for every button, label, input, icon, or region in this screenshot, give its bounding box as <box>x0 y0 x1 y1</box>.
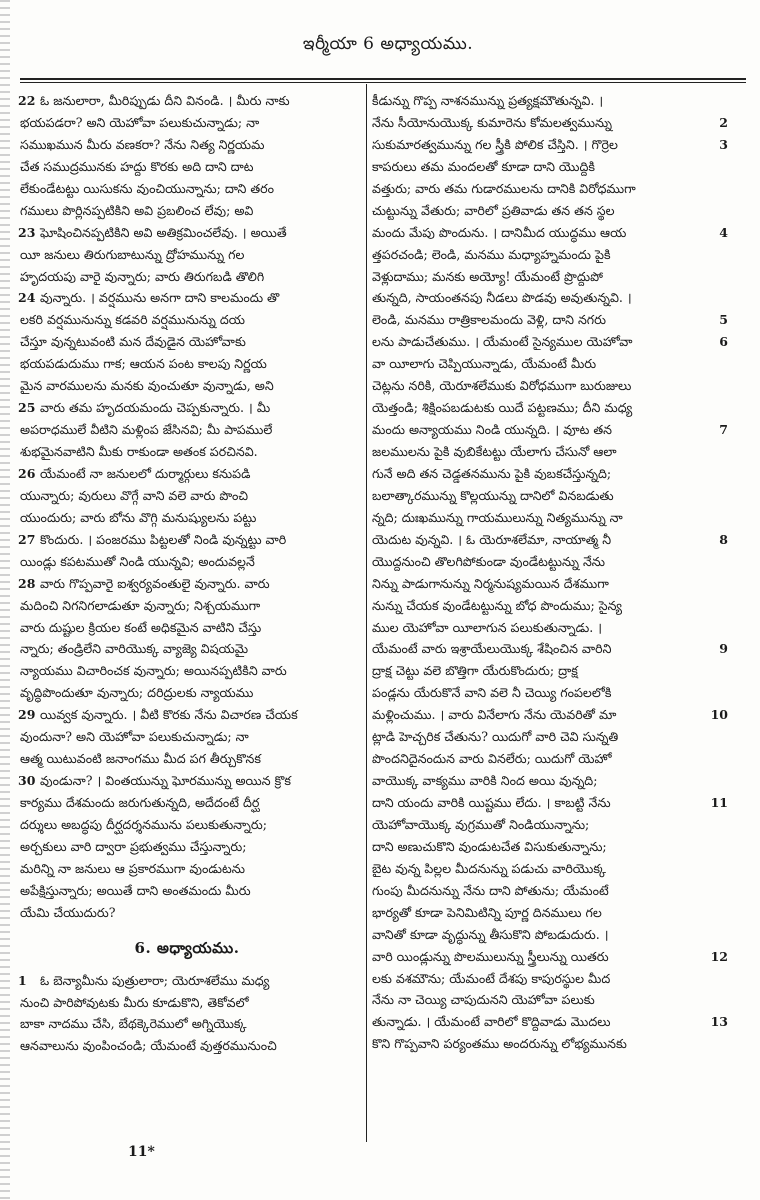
verse-text: అర్చకులు వారి ద్వారా ప్రభుత్వము చేస్తున్నారు; <box>20 838 247 854</box>
text-line <box>20 200 354 222</box>
text-line <box>372 573 698 595</box>
text-line <box>20 375 354 397</box>
text-line <box>372 419 728 441</box>
verse-text: బలాత్కారమున్ను కొల్లయున్ను దానిలో వినబడుతు <box>372 487 614 503</box>
text-line <box>372 244 698 266</box>
verse-text: వుందునా? అని యెహోవా పలుకుచున్నాడు; నా <box>20 729 249 745</box>
text-line <box>372 902 698 924</box>
verse-text: దాని అణుచుకొని వుండుటచేత విసుకుతున్నాను; <box>372 838 607 854</box>
text-line <box>372 595 698 617</box>
verse-text: గునే అది తన చెడ్డతనమును పైకి వుబకచేస్తున్నది; <box>372 465 612 481</box>
text-line <box>20 1013 354 1035</box>
text-line <box>372 529 728 551</box>
text-line <box>20 287 354 309</box>
text-line <box>20 551 354 573</box>
text-line <box>20 726 354 748</box>
verse-text: భయపడరా? అని యెహోవా పలుకుచున్నాడు; నా <box>20 114 260 130</box>
verse-number: 12 <box>710 948 728 964</box>
text-line <box>372 375 698 397</box>
verse-text: మందు మేపు పొందును. । దానిమీద యుద్ధము ఆయ <box>372 224 627 240</box>
verse-text: యుందురు; వారు బోను వొగ్గి మనుష్యులను పట్టు <box>20 509 257 525</box>
text-line <box>20 573 354 595</box>
text-line <box>20 748 354 770</box>
verse-text: భయపడుదుము గాక; ఆయన పంట కాలపు నిర్ణయ <box>20 356 267 372</box>
verse-number: 29 <box>18 707 36 723</box>
verse-text: వారి యిండ్లున్ను పొలములున్ను స్త్రీలున్ను యితరు <box>372 948 609 964</box>
text-line <box>372 638 728 660</box>
verse-text: యున్నారు; వురులు వొగ్గే వాని వలె వారు పొంచి <box>20 487 249 503</box>
text-line <box>372 266 698 288</box>
verse-number: 1 <box>18 972 27 988</box>
verse-text: లేకుండేటట్టు యిసుకను వుంచియున్నాను; దాని తరం <box>20 180 275 196</box>
verse-text: దాని యందు వారికి యిష్టము లేదు. । కాబట్టి నేను <box>372 795 611 810</box>
verse-text: ఘోషించినప్పటికిని అవి అతిక్రమించలేవు. । అయితే <box>40 224 287 240</box>
text-line <box>372 156 698 178</box>
verse-text: చేత సముద్రమునకు హద్దు కొరకు అది దాని దాట <box>20 158 254 174</box>
verse-text: అపరాధములే వీటిని మళ్లింప జేసినవి; మీ పాపములే <box>20 422 273 438</box>
verse-text: లకరి వర్షమునున్ను కడవరి వర్షమునున్ను దయ <box>20 312 245 328</box>
verse-text: వత్తురు; వారు తమ గుడారములను దానికి విరోధముగా <box>372 180 636 196</box>
verse-text: వారు తమ హృదయమందు చెప్పకున్నారు. । మీ <box>40 400 271 416</box>
verse-number: 6 <box>719 334 728 350</box>
text-line <box>20 266 354 288</box>
verse-text: చుట్టున్ను వేతురు; వారిలో ప్రతివాడు తన తన స్థల <box>372 202 615 218</box>
verse-text: వానితో కూడా వృద్ధున్ను తీసుకొని పోబడుదురు. । <box>372 926 609 942</box>
verse-text: యెహోవాయొక్క వుగ్రముతో నిండియున్నాను; <box>372 816 590 832</box>
text-line <box>20 814 354 836</box>
verse-text: పండ్లను యేరుకొనే వాని వలె నీ చెయ్యి గంపలలోకి <box>372 685 612 701</box>
verse-text: యిండ్లు కపటముతో నిండి యున్నవి; అందువల్లనే <box>20 553 255 569</box>
verse-number: 4 <box>719 224 728 240</box>
verse-text: మైన వారములను మనకు వుంచుతూ వున్నాడు, అని <box>20 378 274 394</box>
text-line <box>20 704 354 726</box>
text-line <box>20 1035 354 1057</box>
text-line <box>372 836 698 858</box>
text-line <box>20 441 354 463</box>
text-line <box>20 485 354 507</box>
verse-text: దర్శులు అబద్ధపు దీర్ఘదర్శనమును పలుకుతున్నారు; <box>20 816 267 832</box>
text-line <box>372 90 698 112</box>
text-line <box>20 880 354 902</box>
verse-text: లెండి, మనము రాత్రికాలమందు వెళ్లి, దాని నగరు <box>372 312 606 328</box>
page-header-title: ఇర్మీయా 6 అధ్యాయము. <box>302 34 474 54</box>
verse-text: నేను సీయోనుయొక్క కుమారెను కోమలత్వమున్ను <box>372 114 612 130</box>
text-line <box>372 617 698 639</box>
verse-number: 9 <box>719 641 728 657</box>
text-line <box>372 112 728 134</box>
verse-text: త్తపరచండి; లెండి, మనము మధ్యాహ్నమందు పైకి <box>372 246 611 262</box>
verse-text: మళ్లించుము. । వారు వినేలాగు నేను యెవరితో మా <box>372 707 617 723</box>
text-line <box>372 989 698 1011</box>
verse-text: భార్యతో కూడా పెనిమిటిన్ని పూర్ణ దినములు గల <box>372 904 602 920</box>
text-line <box>372 331 728 353</box>
text-line <box>372 880 698 902</box>
text-line <box>372 858 698 880</box>
verse-text: న్యాయము విచారించక వున్నారు; అయినప్పటికిని వారు <box>20 663 287 679</box>
verse-text: యివ్వక వున్నారు. । వీటి కొరకు నేను విచారణ చేయక <box>40 707 298 723</box>
text-line <box>20 638 354 660</box>
verse-text: మదించి నిగనిగలాడుతూ వున్నారు; నిశ్చయముగా <box>20 597 261 613</box>
verse-text: కీడున్ను గొప్ప నాశనమున్ను ప్రత్యక్షమౌతున్నవి. । <box>372 93 604 108</box>
verse-text: ఓ బెన్యామీను పుత్రులారా; యెరూశలేము మధ్య <box>40 972 270 988</box>
verse-text: కార్యము దేశమందు జరుగుతున్నది, అదేదంటే దీర్ఘ <box>20 795 260 810</box>
text-line <box>20 397 354 419</box>
text-line <box>20 222 354 244</box>
verse-text: వాయొక్క వాక్యము వారికి నింద అయి వున్నది; <box>372 773 598 789</box>
text-line <box>20 682 354 704</box>
text-line <box>372 1011 728 1033</box>
text-line <box>20 112 354 134</box>
verse-number: 7 <box>719 422 728 438</box>
verse-text: ద్రాక్ష చెట్టు వలె బొత్తిగా యేరుకొందురు; ద్రాక్ష <box>372 663 578 679</box>
text-line <box>372 463 698 485</box>
left-column <box>20 90 354 1057</box>
verse-number: 11 <box>710 795 728 810</box>
column-divider <box>366 84 367 1142</box>
verse-text: యెదుట వున్నవి. । ఓ యెరూశలేమా, నాయాత్మ నీ <box>372 531 612 547</box>
text-line <box>372 441 698 463</box>
verse-text: నున్ను చేయక వుండేటట్టున్ను బోధ పొందుము; సైన్య <box>372 597 623 613</box>
text-line <box>20 156 354 178</box>
verse-text: సుకుమారత్వమున్ను గల స్త్రీకి పోలిక చేస్తిని. । గొర్రెల <box>372 136 618 152</box>
text-line <box>20 353 354 375</box>
verse-number: 3 <box>719 136 728 152</box>
verse-number: 23 <box>18 224 36 240</box>
text-line <box>20 419 354 441</box>
verse-text: అపేక్షిస్తున్నారు; అయితే దాని అంతమందు మీరు <box>20 882 251 898</box>
verse-text: యీ జనులు తిరుగుబాటున్ను ద్రోహమున్ను గల <box>20 246 245 262</box>
verse-text: వా యీలాగు చెప్పియున్నాడు, యేమంటే మీరు <box>372 356 597 372</box>
text-line <box>372 748 698 770</box>
verse-text: గుంపు మీదనున్ను నేను దాని పోతును; యేమంటే <box>372 882 609 898</box>
text-line <box>372 814 698 836</box>
verse-text: చేస్తూ వున్నటువంటి మన దేవుడైన యెహోవాకు <box>20 334 246 350</box>
text-line <box>372 1033 698 1055</box>
verse-text: కొని గొప్పవాని పర్యంతము అందరున్ను లోభ్యమునకు <box>372 1036 627 1052</box>
verse-text: సముఖమున మీరు వణకరా? నేను నిత్య నిర్ణయమ <box>20 136 265 152</box>
verse-number: 2 <box>719 114 728 130</box>
verse-text: ఆత్మ యిటువంటి జనాంగము మీద పగ తీర్చుకొనక <box>20 751 261 767</box>
verse-text: నుంచి పారిపోవుటకు మీరు కూడుకొని, తెకోవలో <box>20 994 249 1010</box>
text-line <box>372 726 698 748</box>
verse-text: మందు అన్యాయము నిండి యున్నది. । వూట తన <box>372 422 612 438</box>
chapter-heading: 6. అధ్యాయము. <box>134 938 240 957</box>
text-line <box>20 309 354 331</box>
verse-text: మరిన్ని నా జనులు ఆ ప్రకారముగా వుండుటను <box>20 860 245 876</box>
text-line <box>372 222 728 244</box>
text-line <box>20 507 354 529</box>
verse-text: కాపరులు తమ మందలతో కూడా దాని యొద్దికి <box>372 158 595 174</box>
text-line <box>20 902 354 924</box>
verse-text: గములు పొర్లినప్పటికిని అవి ప్రబలించ లేవు; అవి <box>20 202 254 218</box>
text-line <box>372 200 698 222</box>
verse-number: 30 <box>18 773 36 789</box>
verse-text: ట్లాడి హెచ్చరిక చేతును? యిదుగో వారి చెవి సున్నతి <box>372 729 619 745</box>
header-rule-thin <box>20 82 746 83</box>
verse-number: 10 <box>710 707 728 723</box>
verse-text: హృదయపు వారై వున్నారు; వారు తిరుగబడి తొలిగి <box>20 268 265 284</box>
verse-text: తున్నది, సాయంతనపు నీడలు పొడవు అవుతున్నవి. । <box>372 290 632 306</box>
verse-number: 26 <box>18 465 36 481</box>
text-line <box>20 992 354 1014</box>
verse-text: బాకా నాదము చేసి, బేథక్కెరెములో అగ్నియొక్క <box>20 1016 247 1032</box>
text-line <box>20 463 354 485</box>
text-line <box>20 660 354 682</box>
text-line <box>372 287 698 309</box>
right-column <box>372 90 728 1055</box>
verse-text: ఓ జనులారా, మీరిప్పుడు దీని వినండి. । మీరు నాకు <box>40 93 290 108</box>
verse-number: 13 <box>710 1014 728 1030</box>
text-line <box>372 770 698 792</box>
verse-number: 24 <box>18 290 36 306</box>
verse-text: యేమంటే నా జనులలో దుర్మార్గులు కనుపడి <box>40 465 251 481</box>
verse-number: 25 <box>18 400 36 416</box>
verse-text: లకు వశమౌను; యేమంటే దేశపు కాపురస్థుల మీద <box>372 970 611 986</box>
verse-number: 28 <box>18 575 36 591</box>
verse-text: తున్నాడు. । యేమంటే వారిలో కొద్దివాడు మొదలు <box>372 1014 611 1030</box>
verse-number: 5 <box>719 312 728 328</box>
verse-number: 22 <box>18 93 36 108</box>
text-line <box>372 485 698 507</box>
text-line <box>20 770 354 792</box>
verse-text: శుభమైనవాటిని మీకు రాకుండా అతంక పరచినవి. <box>20 444 258 459</box>
verse-text: నేను నా చెయ్యి చాపుదునని యెహోవా పలుకు <box>372 992 595 1008</box>
text-line <box>372 924 698 946</box>
text-line <box>372 660 698 682</box>
verse-text: వారు దుష్టుల క్రియల కంటే అధికమైన వాటిని చేస్తు <box>20 619 262 635</box>
verse-number: 27 <box>18 531 36 547</box>
text-line <box>372 704 728 726</box>
text-line <box>20 836 354 858</box>
text-line <box>372 792 728 814</box>
verse-number: 8 <box>719 531 728 547</box>
text-line <box>372 946 728 968</box>
verse-text: వున్నారు. । వర్షమును అనగా దాని కాలమందు తొ <box>40 290 280 306</box>
verse-text: యేమి చేయుదురు? <box>20 904 116 920</box>
verse-text: న్నారు; తండ్రిలేని వారియొక్క వ్యాజ్యె విషయమై <box>20 641 249 657</box>
verse-text: జలములను పైకి వుబికేటట్టు యేలాగు చేసునో ఆలా <box>372 444 617 459</box>
verse-text: బైట వున్న పిల్లల మీదనున్ను పడుచు వారియొక్క <box>372 860 606 876</box>
text-line <box>372 353 698 375</box>
header-rule <box>20 78 746 80</box>
text-line <box>372 397 698 419</box>
text-line <box>372 507 698 529</box>
text-line <box>20 90 354 112</box>
printer-signature-mark: 11* <box>128 1144 155 1160</box>
verse-text: చెట్లను నరికి, యెరూశలేముకు విరోధముగా బురుజులు <box>372 378 632 394</box>
page-binding-edge <box>0 0 10 1200</box>
text-line <box>20 617 354 639</box>
text-line <box>20 331 354 353</box>
verse-text: న్నది; దుఃఖమున్ను గాయములున్ను నిత్యమున్ను నా <box>372 509 623 525</box>
text-line <box>372 968 698 990</box>
verse-text: నిన్ను పాడుగానున్ను నిర్మనుష్యమయిన దేశముగా <box>372 575 609 591</box>
text-line <box>20 858 354 880</box>
verse-text: యెత్తండి; శిక్షింపబడుటకు యిదే పట్టణము; దీని మధ్య <box>372 400 633 416</box>
verse-text: వారు గొప్పవారై ఐశ్వర్యవంతులై వున్నారు. వారు <box>40 575 270 591</box>
text-line <box>20 244 354 266</box>
verse-text: ఆనవాలును వుంపించండి; యేమంటే వుత్తరమునుంచి <box>20 1038 277 1054</box>
text-line <box>372 551 698 573</box>
verse-text: వృద్ధిపొందుతూ వున్నారు; దరిద్రులకు న్యాయము <box>20 685 254 701</box>
text-line <box>372 178 698 200</box>
text-line <box>20 595 354 617</box>
verse-text: యొద్దనుంచి తొలగిపోకుండా వుండేటట్టున్ను నేను <box>372 553 605 569</box>
text-line <box>20 529 354 551</box>
verse-text: ముల యెహోవా యీలాగున పలుకుతున్నాడు. । <box>372 619 603 635</box>
verse-text: పొందనిదైనందున వారు వినలేరు; యిదుగో యెహో <box>372 751 612 767</box>
text-line <box>20 178 354 200</box>
verse-text: యేమంటే వారు ఇశ్రాయేలుయొక్క శేషించిన వారిని <box>372 641 612 657</box>
verse-text: లను పాడుచేతుము. । యేమంటే సైన్యముల యెహోవా <box>372 334 633 350</box>
text-line <box>20 134 354 156</box>
verse-text: వుండునా? । వింతయున్ను ఘోరమున్ను అయిన క్రొక <box>40 773 291 789</box>
verse-text: కొందురు. । పంజరము పిట్టలతో నిండి వున్నట్టు వారి <box>40 531 287 547</box>
text-line <box>372 134 728 156</box>
text-line <box>20 792 354 814</box>
text-line <box>20 970 354 992</box>
text-line <box>372 682 698 704</box>
verse-text: వెళ్లుదాము; మనకు అయ్యో! యేమంటే ప్రొద్దుపో <box>372 268 603 284</box>
text-line <box>372 309 728 331</box>
